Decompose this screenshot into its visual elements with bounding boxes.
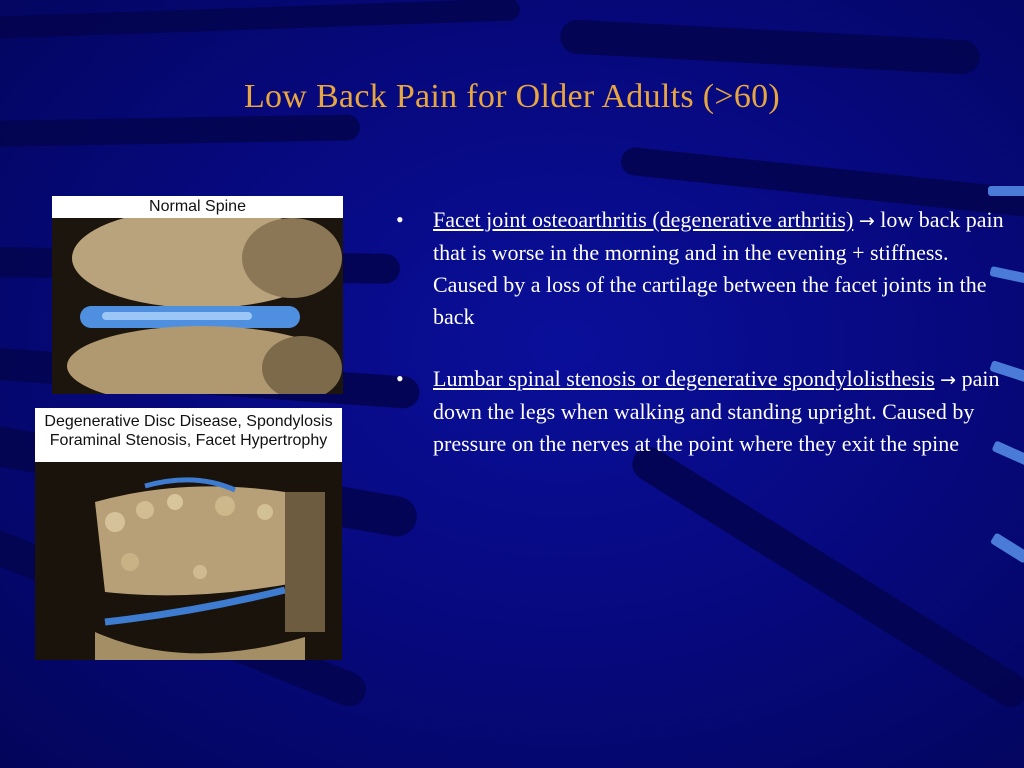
bullet-marker: •	[396, 207, 404, 232]
accent-dash	[990, 532, 1024, 563]
bullet-term-link[interactable]: Facet joint osteoarthritis (degenerative arthritis)	[433, 207, 854, 232]
bullet-text: low back pain that is worse in the morning and in the evening + stiffness. Caused by a loss of the cartilage between the facet joints in the back	[433, 207, 1004, 329]
normal-spine-illustration	[52, 218, 343, 394]
normal-spine-image	[52, 196, 343, 394]
arrow-right-icon: →	[940, 369, 957, 391]
image-caption: Degenerative Disc Disease, Spondylosis Foraminal Stenosis, Facet Hypertrophy	[35, 408, 342, 462]
degenerative-spine-illustration	[35, 462, 342, 660]
slide-title: Low Back Pain for Older Adults (>60)	[243, 78, 781, 115]
bg-stripe	[0, 0, 520, 40]
image-caption: Normal Spine	[52, 196, 343, 218]
bg-stripe	[559, 19, 980, 75]
degenerative-spine-image	[35, 408, 342, 660]
bullet-item	[396, 204, 1018, 333]
bullet-list	[396, 204, 1018, 490]
bg-stripe	[0, 114, 360, 147]
bullet-marker: •	[396, 366, 404, 391]
accent-dash	[988, 186, 1024, 196]
bullet-text: pain down the legs when walking and standing upright. Caused by pressure on the nerves at the point where they exit the spine	[433, 366, 1000, 456]
bullet-item	[396, 363, 1018, 460]
arrow-right-icon: →	[858, 210, 875, 232]
bullet-term-link[interactable]: Lumbar spinal stenosis or degenerative spondylolisthesis	[433, 366, 935, 391]
